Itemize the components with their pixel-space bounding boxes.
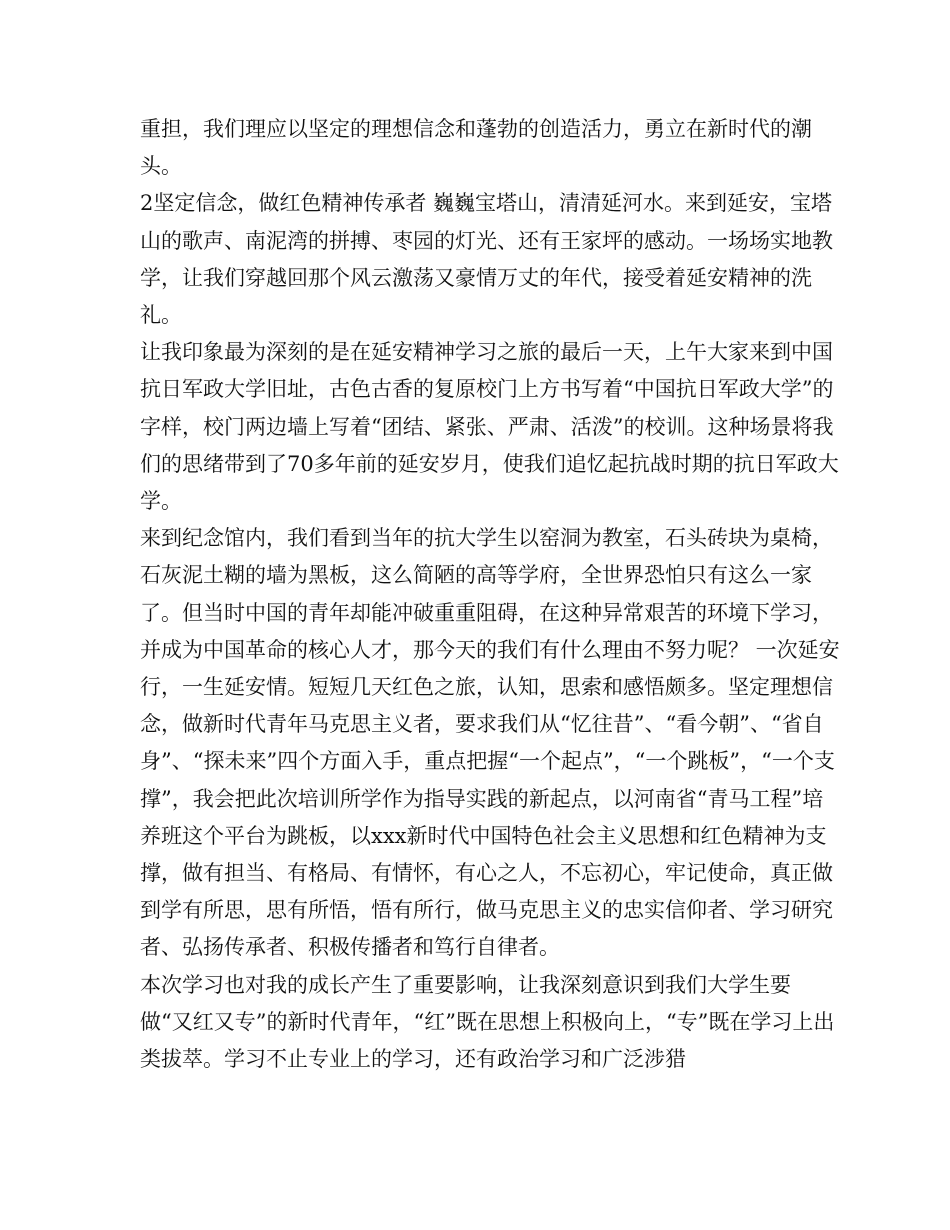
paragraph-4: 来到纪念馆内，我们看到当年的抗大学生以窑洞为教室，石头砖块为桌椅，石灰泥土糊的墙为黑板，这么简陋的高等学府，全世界恐怕只有这么一家了。但当时中国的青年却能冲破重重阻碍，在这种异常艰苦的环境下学习，并成为中国革命的核心人才，那今天的我们有什么理由不努力呢？ 一次延安行，一生延安情。短短几天红色之旅，认知，思索和感悟颇多。坚定理想信念，做新时代青年马克思主义者，要求我们从“忆往昔”、“看今朝”、“省自身”、“探未来”四个方面入手，重点把握“一个起点”，“一个跳板”，“一个支撑”，我会把此次培训所学作为指导实践的新起点，以河南省“青马工程”培养班这个平台为跳板，以xxx新时代中国特色社会主义思想和红色精神为支撑，做有担当、有格局、有情怀，有心之人，不忘初心，牢记使命，真正做到学有所思，思有所悟，悟有所行，做马克思主义的忠实信仰者、学习研究者、弘扬传承者、积极传播者和笃行自律者。 [140,526,840,960]
paragraph-2: 2坚定信念，做红色精神传承者 巍巍宝塔山，清清延河水。来到延安，宝塔山的歌声、南泥湾的拼搏、枣园的灯光、还有王家坪的感动。一场场实地教学，让我们穿越回那个风云激荡又豪情万丈的年代，接受着延安精神的洗礼。 [140,191,833,328]
paragraph-3: 让我印象最为深刻的是在延安精神学习之旅的最后一天，上午大家来到中国抗日军政大学旧址，古色古香的复原校门上方书写着“中国抗日军政大学”的字样，校门两边墙上写着“团结、紧张、严肃、活泼”的校训。这种场景将我们的思绪带到了70多年前的延安岁月，使我们追忆起抗战时期的抗日军政大学。 [140,340,839,514]
document-body [140,111,840,1078]
paragraph-5: 本次学习也对我的成长产生了重要影响，让我深刻意识到我们大学生要做“又红又专”的新时代青年，“红”既在思想上积极向上，“专”既在学习上出类拔萃。学习不止专业上的学习，还有政治学习和广泛涉猎 [140,972,835,1072]
paragraph-1: 重担，我们理应以坚定的理想信念和蓬勃的创造活力，勇立在新时代的潮头。 [140,117,812,179]
